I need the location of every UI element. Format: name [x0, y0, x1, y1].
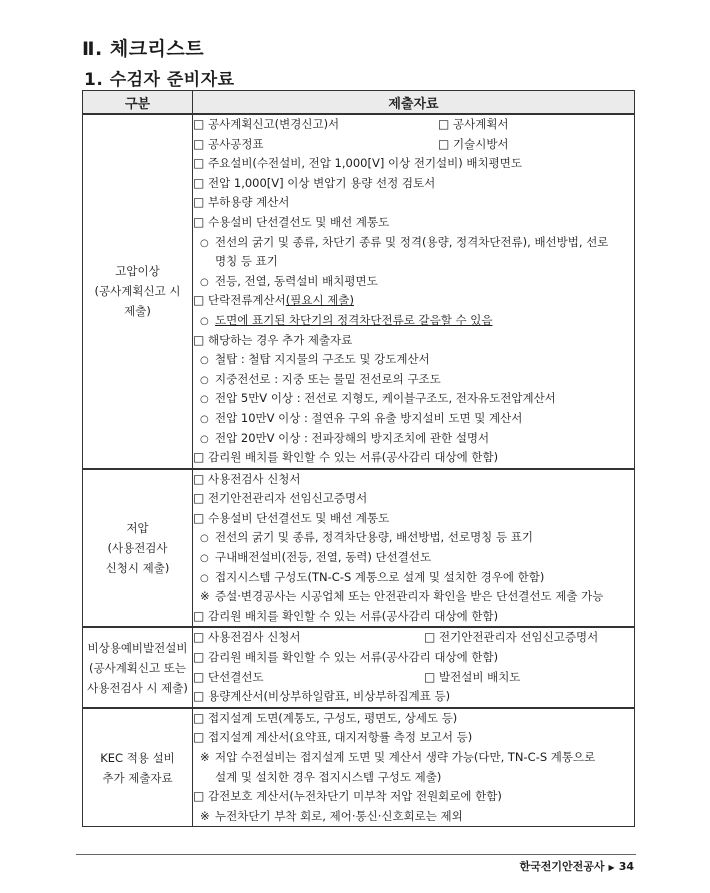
item-text: 전선의 굵기 및 종류, 정격차단용량, 배선방법, 선로명칭 등 표기 [215, 530, 533, 545]
item-text: 해당하는 경우 추가 제출자료 [208, 332, 353, 347]
footer-arrow-icon: ▶ [608, 863, 615, 872]
checkbox-marker-icon: □ [193, 175, 205, 190]
list-item [193, 154, 634, 174]
note-marker-icon: ※ [200, 750, 210, 764]
note-marker-icon: ※ [200, 589, 210, 604]
item-text: 전선의 굵기 및 종류, 차단기 종류 및 정격(용량, 정격차단전류), 배선방법, 선로 [215, 234, 609, 249]
header-category: 구분 [83, 91, 193, 115]
checkbox-marker-icon: □ [193, 471, 205, 486]
category-label: 사용전검사 시 제출) [87, 680, 188, 695]
items-cell [193, 708, 635, 827]
item-text: 단락전류계산서 [208, 293, 286, 308]
item-text: 전등, 전열, 동력설비 배치평면도 [215, 273, 378, 288]
item-text: 감리원 배치를 확인할 수 있는 서류(공사감리 대상에 한함) [208, 608, 499, 623]
list-item [193, 528, 634, 548]
list-item [193, 272, 634, 292]
item-text: 사용전검사 신청서 [208, 630, 301, 645]
list-item [193, 748, 634, 768]
checkbox-marker-icon: □ [193, 510, 205, 525]
item-text: 공사공정표 [208, 136, 264, 151]
category-label: 신청시 제출) [105, 561, 170, 576]
item-text: 저압 수전설비는 접지설계 도면 및 계산서 생략 가능(다만, TN-C-S 계통으로 [215, 750, 596, 764]
item-text: 전압 1,000[V] 이상 변압기 용량 선정 검토서 [208, 175, 436, 190]
header-documents: 제출자료 [193, 91, 635, 115]
item-text: 철탑 : 철탑 지지물의 구조도 및 강도계산서 [215, 352, 430, 367]
list-item [193, 768, 634, 788]
item-text: 접지설계 계산서(요약표, 대지저항률 측정 보고서 등) [208, 730, 473, 745]
category-label: (사용전검사 [107, 541, 168, 556]
category-label: (공사계획신고 또는 [88, 660, 186, 675]
list-item [193, 174, 634, 194]
item-text: 수용설비 단선결선도 및 배선 계통도 [208, 214, 390, 229]
checkbox-marker-icon: □ [193, 710, 205, 725]
item-text: 전압 5만V 이상 : 전선로 지형도, 케이블구조도, 전자유도전압계산서 [215, 391, 556, 406]
category-label: 비상용예비발전설비 [87, 640, 188, 655]
checkbox-marker-icon: □ [438, 136, 450, 151]
note-marker-icon: ※ [200, 808, 210, 823]
list-item [193, 115, 634, 135]
checkbox-marker-icon: □ [193, 630, 205, 645]
item-text: 부하용량 계산서 [208, 195, 290, 210]
list-item [193, 193, 634, 213]
bullet-marker-icon: ○ [200, 374, 209, 386]
item-text: 설계 및 설치한 경우 접지시스템 구성도 제출) [215, 769, 442, 784]
checkbox-marker-icon: □ [438, 117, 450, 131]
items-cell [193, 114, 635, 469]
table-row [83, 708, 635, 827]
items-cell [193, 469, 635, 628]
category-cell [83, 469, 193, 628]
checkbox-marker-icon: □ [193, 789, 205, 804]
checkbox-marker-icon: □ [193, 669, 205, 684]
item-text: 사용전검사 신청서 [208, 471, 301, 486]
list-item [193, 370, 634, 390]
bullet-marker-icon: ○ [200, 533, 209, 545]
checkbox-marker-icon: □ [193, 730, 205, 745]
item-right-column [424, 668, 520, 688]
checkbox-marker-icon: □ [424, 669, 436, 684]
list-item [193, 213, 634, 233]
page-footer [520, 858, 634, 874]
item-text: 감전보호 계산서(누전차단기 미부착 저압 전원회로에 한함) [208, 789, 502, 804]
subsection-heading: 1. 수검자 준비자료 [84, 70, 235, 90]
item-text: 접지설계 도면(계통도, 구성도, 평면도, 상세도 등) [208, 710, 458, 725]
list-item [193, 687, 634, 707]
checkbox-marker-icon: □ [193, 117, 205, 131]
list-item [193, 728, 634, 748]
list-item [193, 331, 634, 351]
item-text: 전기안전관리자 선임신고증명서 [439, 630, 599, 645]
item-right-column [438, 135, 509, 155]
category-label: 제출) [124, 304, 151, 319]
page-number: 34 [618, 860, 634, 873]
item-text: 구내배전설비(전등, 전열, 동력) 단선결선도 [215, 550, 432, 565]
checkbox-marker-icon: □ [193, 332, 205, 347]
list-item [193, 291, 634, 311]
item-right-column [438, 115, 509, 135]
item-text: 감리원 배치를 확인할 수 있는 서류(공사감리 대상에 한함) [208, 650, 499, 665]
list-item [193, 409, 634, 429]
table-body [83, 114, 635, 827]
list-item [193, 489, 634, 509]
table-row [83, 469, 635, 628]
checkbox-marker-icon: □ [193, 156, 205, 171]
bullet-marker-icon: ○ [200, 394, 209, 406]
footer-divider [76, 854, 636, 855]
checkbox-marker-icon: □ [193, 293, 205, 308]
item-right-column [424, 628, 598, 648]
item-text: 용량계산서(비상부하일람표, 비상부하집계표 등) [208, 689, 451, 704]
item-text: 단선결선도 [208, 669, 264, 684]
list-item [193, 509, 634, 529]
item-text: 명칭 등 표기 [215, 254, 278, 269]
bullet-marker-icon: ○ [200, 413, 209, 425]
category-cell [83, 114, 193, 469]
category-cell [83, 708, 193, 827]
item-text: 증설·변경공사는 시공업체 또는 안전관리자 확인을 받은 단선결선도 제출 가능 [215, 589, 604, 604]
item-underlined-text: 도면에 표기된 차단기의 정격차단전류로 갈음할 수 있음 [215, 312, 493, 327]
checkbox-marker-icon: □ [193, 195, 205, 210]
list-item [193, 568, 634, 588]
list-item [193, 807, 634, 827]
item-text: 공사계획신고(변경신고)서 [208, 117, 340, 131]
bullet-marker-icon: ○ [200, 276, 209, 288]
category-label: 고압이상 [115, 264, 160, 279]
items-cell [193, 627, 635, 707]
item-text: 공사계획서 [453, 117, 509, 131]
item-text: 지중전선로 : 지중 또는 물밑 전선로의 구조도 [215, 371, 441, 386]
list-item [193, 389, 634, 409]
bullet-marker-icon: ○ [200, 433, 209, 445]
list-item [193, 587, 634, 607]
item-text: 수용설비 단선결선도 및 배선 계통도 [208, 510, 390, 525]
checkbox-marker-icon: □ [193, 689, 205, 704]
list-item [193, 252, 634, 272]
list-item [193, 429, 634, 449]
checkbox-marker-icon: □ [424, 630, 436, 645]
list-item [193, 607, 634, 627]
section-heading: Ⅱ. 체크리스트 [82, 38, 205, 60]
item-text: 전압 10만V 이상 : 절연유 구외 유출 방지설비 도면 및 계산서 [215, 410, 523, 425]
list-item [193, 448, 634, 468]
list-item [193, 135, 634, 155]
bullet-marker-icon: ○ [200, 355, 209, 367]
checklist-table [82, 90, 635, 827]
table-row [83, 114, 635, 469]
checkbox-marker-icon: □ [193, 214, 205, 229]
category-label: 추가 제출자료 [102, 770, 173, 785]
item-text: 전기안전관리자 선임신고증명서 [208, 491, 368, 506]
item-text: 감리원 배치를 확인할 수 있는 서류(공사감리 대상에 한함) [208, 450, 499, 465]
item-text: 주요설비(수전설비, 전압 1,000[V] 이상 전기설비) 배치평면도 [208, 156, 522, 171]
bullet-marker-icon: ○ [200, 315, 209, 327]
list-item [193, 628, 634, 648]
item-underlined-text: (필요시 제출) [285, 293, 354, 308]
checkbox-marker-icon: □ [193, 136, 205, 151]
table-row [83, 627, 635, 707]
list-item [193, 350, 634, 370]
category-cell [83, 627, 193, 707]
list-item [193, 311, 634, 331]
list-item [193, 709, 634, 729]
checkbox-marker-icon: □ [193, 491, 205, 506]
list-item [193, 470, 634, 490]
item-text: 기술시방서 [453, 136, 509, 151]
table-header-row [83, 91, 635, 115]
item-text: 발전설비 배치도 [439, 669, 521, 684]
category-label: KEC 적용 설비 [100, 750, 175, 765]
checkbox-marker-icon: □ [193, 608, 205, 623]
checkbox-marker-icon: □ [193, 650, 205, 665]
list-item [193, 787, 634, 807]
checkbox-marker-icon: □ [193, 450, 205, 465]
bullet-marker-icon: ○ [200, 553, 209, 565]
category-label: (공사계획신고 시 [94, 284, 181, 299]
footer-org: 한국전기안전공사 [519, 860, 605, 873]
list-item [193, 233, 634, 253]
bullet-marker-icon: ○ [200, 237, 209, 249]
item-text: 누전차단기 부착 회로, 제어·통신·신호회로는 제외 [215, 808, 463, 823]
item-text: 접지시스템 구성도(TN-C-S 계통으로 설계 및 설치한 경우에 한함) [215, 569, 545, 584]
list-item [193, 548, 634, 568]
bullet-marker-icon: ○ [200, 572, 209, 584]
list-item [193, 668, 634, 688]
item-text: 전압 20만V 이상 : 전파장해의 방지조치에 관한 설명서 [215, 430, 490, 445]
list-item [193, 648, 634, 668]
category-label: 저압 [126, 521, 149, 536]
